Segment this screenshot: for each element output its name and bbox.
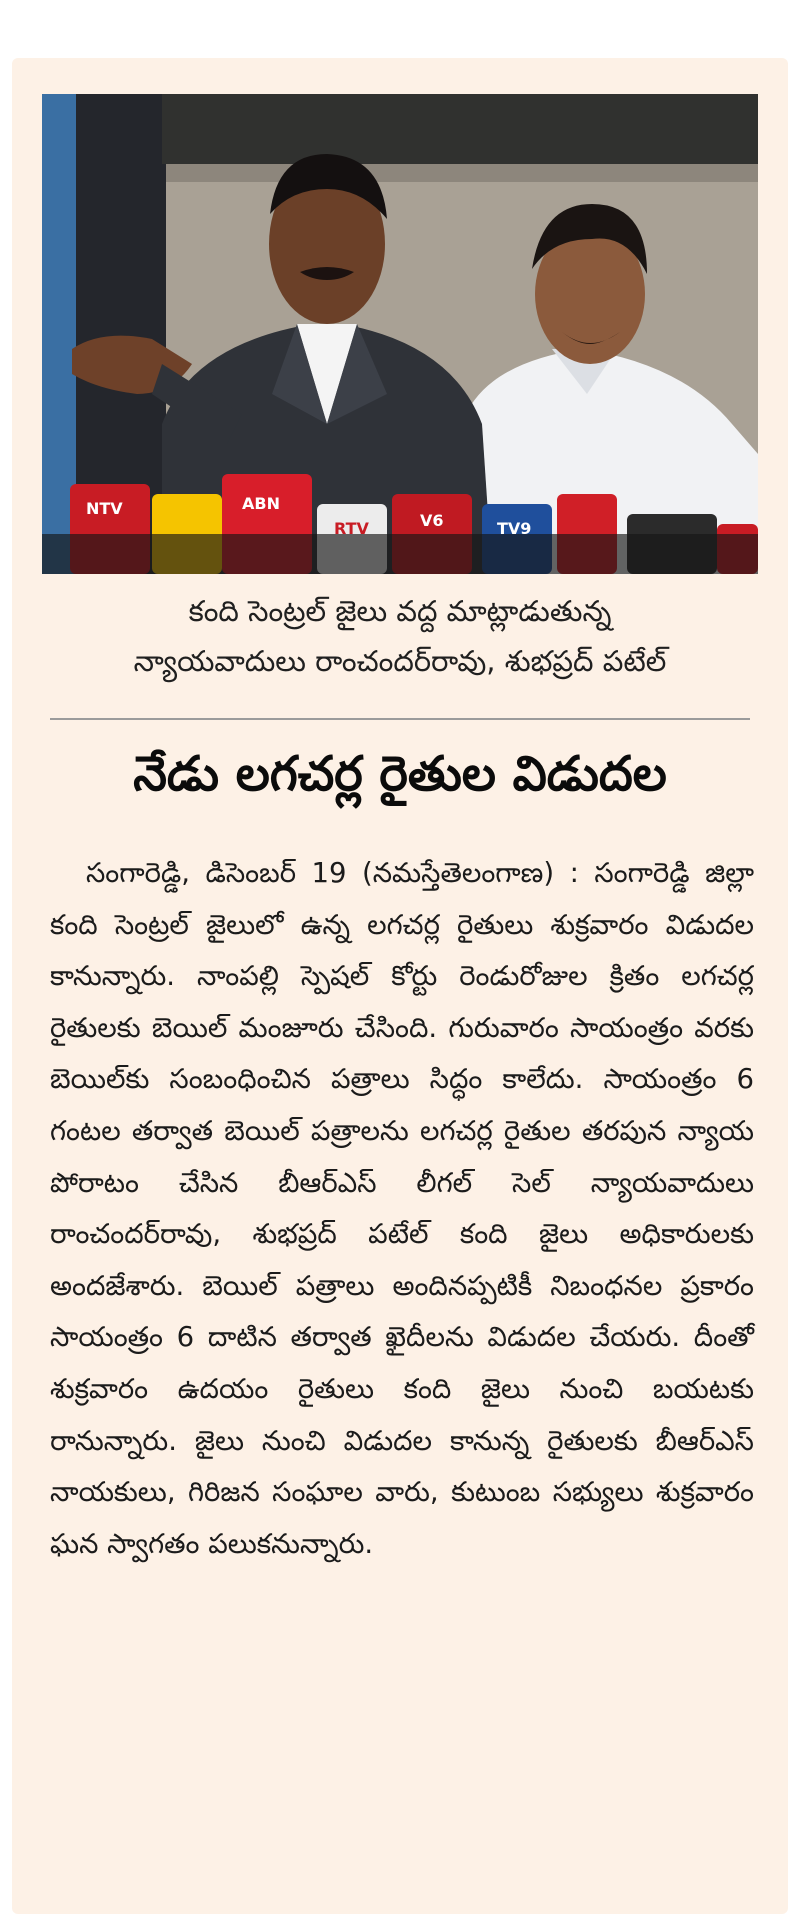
mic-logo-4: V6 [420,511,444,530]
newspaper-clipping [12,58,788,1914]
divider [50,718,750,720]
caption-line-1: కంది సెంట్రల్ జైలు వద్ద మాట్లాడుతున్న [188,594,612,628]
mic-logo-5: TV9 [497,519,532,538]
caption-line-2: న్యాయవాదులు రాంచందర్‌రావు, శుభప్రద్ పటేల్ [133,644,667,678]
mic-logo-1: NTV [86,499,123,518]
news-photo [42,94,758,574]
mic-logo-3: RTV [334,519,369,538]
mic-logo-2: ABN [242,494,280,513]
photo-caption [42,586,758,686]
headline: నేడు లగచర్ల రైతుల విడుదల [133,746,667,802]
article-body: సంగారెడ్డి, డిసెంబర్ 19 (నమస్తేతెలంగాణ) : సంగారెడ్డి జిల్లా కంది సెంట్రల్ జైలులో ఉన్న లగచర్ల రైతులు శుక్రవారం విడుదల కానున్నారు. నాంపల్లి స్పెషల్ కోర్టు రెండురోజుల క్రితం లగచర్ల రైతులకు బెయిల్ మంజూరు చేసింది. గురువారం సాయంత్రం వరకు బెయిల్‌కు సంబంధించిన పత్రాలు సిద్ధం కాలేదు. సాయంత్రం 6 గంటల తర్వాత బెయిల్ పత్రాలను లగచర్ల రైతుల తరపున న్యాయ పోరాటం చేసిన బీఆర్‌ఎస్ లీగల్ సెల్ న్యాయవాదులు రాంచందర్‌రావు, శుభప్రద్ పటేల్ కంది జైలు అధికారులకు అందజేశారు. బెయిల్ పత్రాలు అందినప్పటికీ నిబంధనల ప్రకారం సాయంత్రం 6 దాటిన తర్వాత ఖైదీలను విడుదల చేయరు. దీంతో శుక్రవారం ఉదయం రైతులు కంది జైలు నుంచి బయటకు రానున్నారు. జైలు నుంచి విడుదల కానున్న రైతులకు బీఆర్‌ఎస్ నాయకులు, గిరిజన సంఘాల వారు, కుటుంబ సభ్యులు శుక్రవారం ఘన స్వాగతం పలుకనున్నారు. [50,857,754,1560]
